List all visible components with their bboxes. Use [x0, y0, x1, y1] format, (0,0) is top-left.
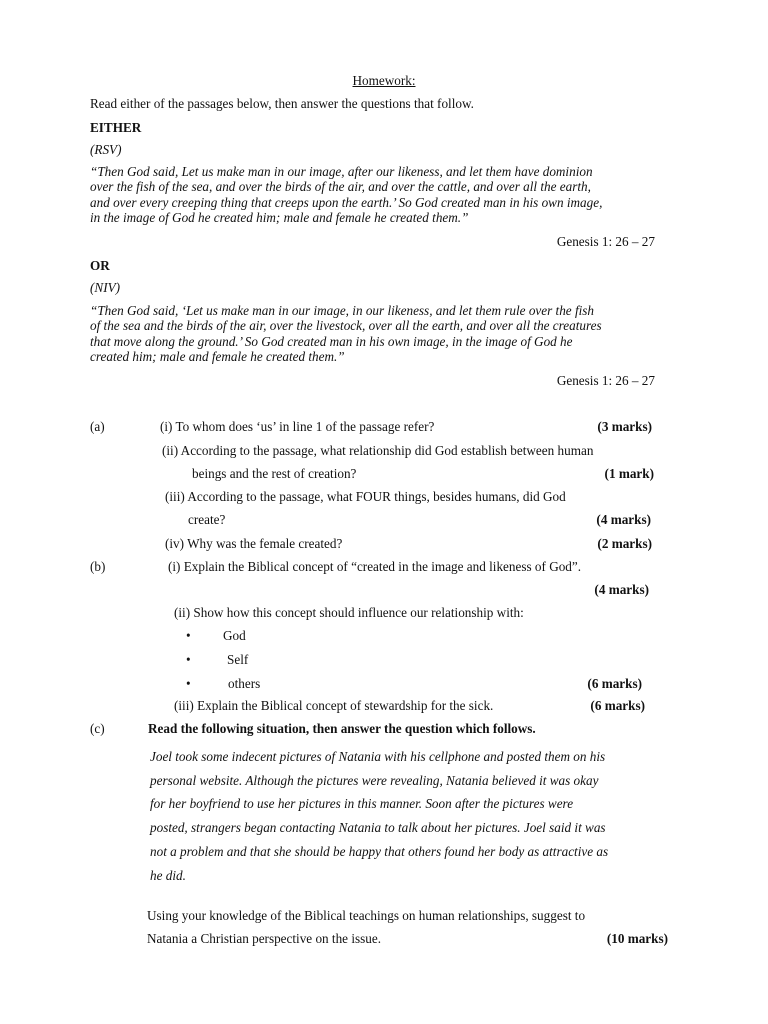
question-a-ii-cont: beings and the rest of creation?: [192, 466, 357, 481]
scenario-line: not a problem and that she should be happy that others found her body as attractive as: [150, 843, 609, 859]
question-a-i: (i) To whom does ‘us’ in line 1 of the passage refer?: [160, 419, 435, 434]
or-label: OR: [90, 258, 110, 273]
marks-a-ii: (1 mark): [604, 466, 654, 481]
niv-reference: Genesis 1: 26 – 27: [556, 373, 655, 388]
rsv-passage-line: over the fish of the sea, and over the birds of the air, and over the cattle, and over all the earth,: [90, 179, 591, 195]
page-title: Homework:: [352, 73, 416, 88]
question-b-ii: (ii) Show how this concept should influence our relationship with:: [174, 605, 524, 620]
niv-passage-line: of the sea and the birds of the air, over the livestock, over all the earth, and over all the creatures: [90, 318, 602, 334]
question-a-iv: (iv) Why was the female created?: [165, 536, 343, 551]
instruction-text: Read either of the passages below, then answer the questions that follow.: [90, 96, 474, 111]
question-b-iii: (iii) Explain the Biblical concept of stewardship for the sick.: [174, 698, 494, 713]
part-c-label: (c): [90, 721, 105, 736]
niv-passage: [90, 303, 690, 364]
marks-b-ii: (6 marks): [587, 676, 642, 691]
either-label: EITHER: [90, 120, 142, 135]
marks-c: (10 marks): [606, 931, 668, 946]
question-c: Using your knowledge of the Biblical teachings on human relationships, suggest to: [147, 908, 586, 923]
bullet-item-god: God: [223, 628, 246, 643]
rsv-passage-line: in the image of God he created him; male and female he created them.”: [90, 209, 469, 225]
scenario-line: Joel took some indecent pictures of Natania with his cellphone and posted them on his: [150, 749, 606, 764]
bullet-item-self: Self: [227, 652, 249, 667]
part-b-label: (b): [90, 559, 106, 574]
part-c-heading: Read the following situation, then answer the question which follows.: [148, 721, 536, 736]
rsv-version-label: (RSV): [90, 142, 122, 157]
question-a-ii: (ii) According to the passage, what relationship did God establish between human: [162, 443, 594, 458]
niv-passage-line: that move along the ground.’ So God created man in his own image, in the image of God he: [90, 333, 573, 349]
marks-a-iv: (2 marks): [597, 536, 652, 551]
marks-b-iii: (6 marks): [590, 698, 645, 713]
bullet-icon: •: [186, 652, 191, 667]
bullet-item-others: others: [228, 676, 261, 691]
scenario-line: personal website. Although the pictures were revealing, Natania believed it was okay: [150, 772, 599, 788]
rsv-passage-line: and over every creeping thing that creeps upon the earth.’ So God created man in his own image,: [90, 194, 603, 210]
bullet-icon: •: [186, 676, 191, 691]
marks-b-i: (4 marks): [594, 582, 649, 597]
marks-a-iii: (4 marks): [596, 512, 651, 527]
niv-passage-line: “Then God said, ‘Let us make man in our image, in our likeness, and let them rule over the fish: [90, 303, 595, 318]
niv-version-label: (NIV): [90, 280, 121, 295]
rsv-reference: Genesis 1: 26 – 27: [556, 234, 655, 249]
question-a-iii: (iii) According to the passage, what FOUR things, besides humans, did God: [165, 489, 566, 504]
scenario-paragraph: [150, 745, 608, 887]
scenario-line: posted, strangers began contacting Natania to talk about her pictures. Joel said it was: [150, 820, 606, 836]
scenario-line: for her boyfriend to use her pictures in this manner. Soon after the pictures were: [150, 796, 574, 812]
question-a-iii-cont: create?: [188, 512, 226, 527]
question-b-i: (i) Explain the Biblical concept of “created in the image and likeness of God”.: [168, 559, 582, 574]
bullet-icon: •: [186, 628, 191, 643]
part-a-label: (a): [90, 419, 105, 434]
rsv-passage: [90, 164, 690, 225]
scenario-line: he did.: [150, 867, 186, 883]
rsv-passage-line: “Then God said, Let us make man in our image, after our likeness, and let them have dominion: [90, 164, 593, 179]
marks-a-i: (3 marks): [597, 419, 652, 434]
niv-passage-line: created him; male and female he created them.”: [90, 348, 345, 364]
question-c-cont: Natania a Christian perspective on the issue.: [147, 931, 382, 946]
